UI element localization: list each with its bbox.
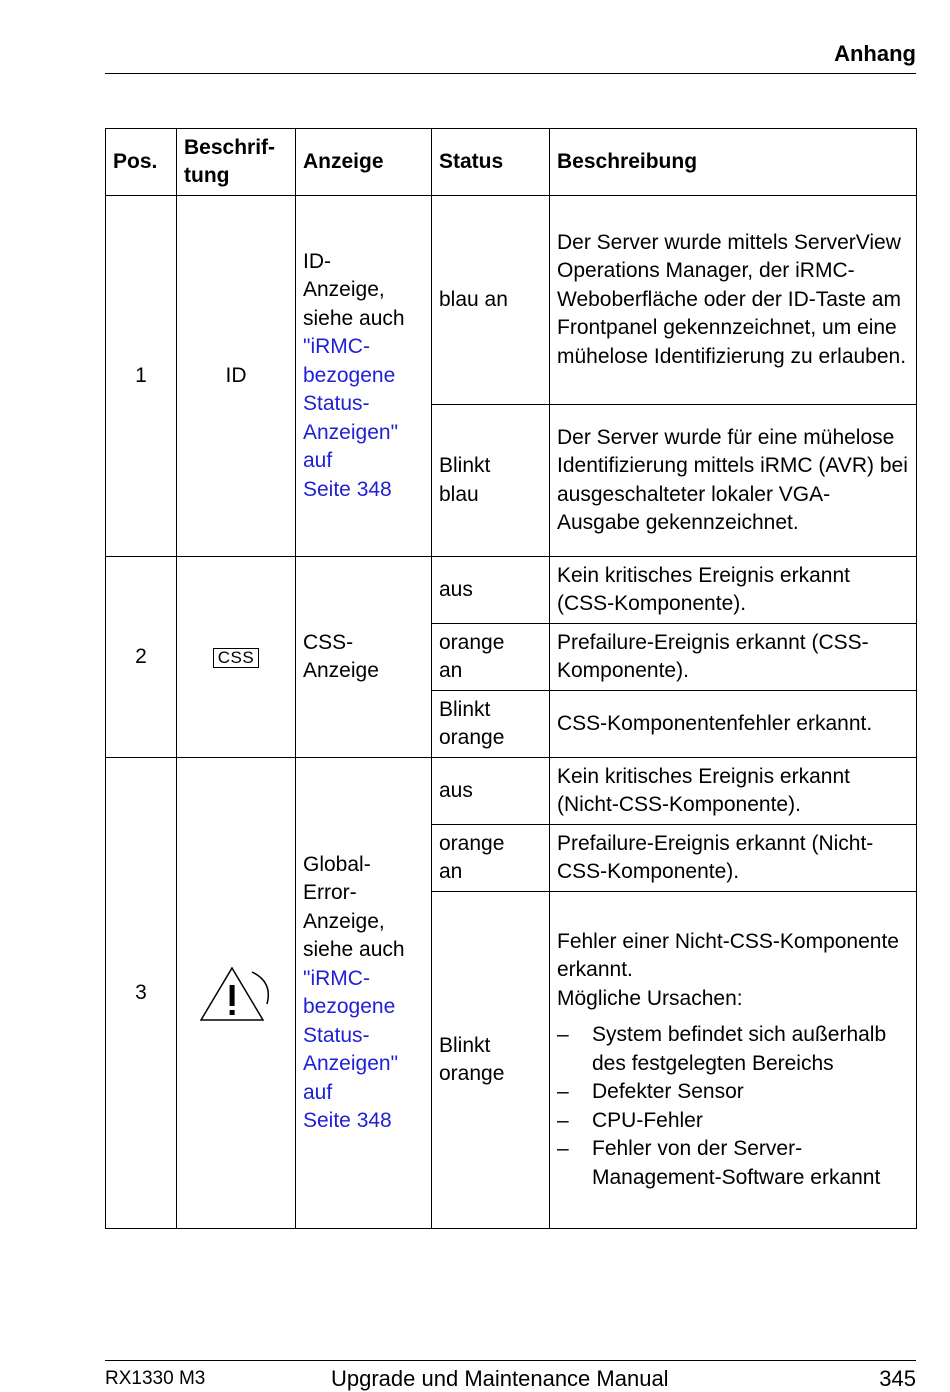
footer-model: RX1330 M3 xyxy=(105,1368,206,1389)
description-text: Fehler einer Nicht-CSS-Komponente erkannt. Mögliche Ursachen: xyxy=(557,929,899,1010)
row-status: aus xyxy=(432,758,550,825)
irmc-status-link[interactable]: "iRMC- bezogene Status- Anzeigen" auf Seite 348 xyxy=(303,335,399,501)
display-text: ID- Anzeige, siehe auch xyxy=(303,249,405,330)
row-status: orange an xyxy=(432,624,550,691)
table-header-row xyxy=(106,129,917,196)
header-status: Status xyxy=(432,129,550,196)
row-status: Blinkt orange xyxy=(432,892,550,1229)
row-description xyxy=(550,892,917,1229)
header-display: Anzeige xyxy=(296,129,432,196)
row-status: Blinkt orange xyxy=(432,691,550,758)
table-row xyxy=(106,758,917,825)
list-item: – Defekter Sensor xyxy=(557,1078,909,1107)
row-description: Kein kritisches Ereignis erkannt (CSS-Komponente). xyxy=(550,557,917,624)
row-label xyxy=(177,758,296,1229)
row-description: Kein kritisches Ereignis erkannt (Nicht-CSS-Komponente). xyxy=(550,758,917,825)
row-status: orange an xyxy=(432,825,550,892)
row-description: CSS-Komponentenfehler erkannt. xyxy=(550,691,917,758)
row-pos: 3 xyxy=(106,758,177,1229)
row-pos: 1 xyxy=(106,196,177,557)
footer-divider xyxy=(105,1360,916,1361)
table-row xyxy=(106,196,917,405)
row-label xyxy=(177,557,296,758)
status-indicator-table xyxy=(105,128,917,1229)
list-item: – Fehler von der Server-Management-Software erkannt xyxy=(557,1135,909,1192)
header-pos: Pos. xyxy=(106,129,177,196)
page-number: 345 xyxy=(879,1366,916,1391)
row-description: Der Server wurde für eine mühelose Identifizierung mittels iRMC (AVR) bei ausgeschalteter lokaler VGA-Ausgabe gekennzeichnet. xyxy=(550,405,917,557)
row-display: CSS- Anzeige xyxy=(296,557,432,758)
header-label: Beschrif- tung xyxy=(177,129,296,196)
irmc-status-link[interactable]: "iRMC- bezogene Status- Anzeigen" auf Seite 348 xyxy=(303,966,399,1132)
row-status: Blinkt blau xyxy=(432,405,550,557)
header-divider xyxy=(105,73,916,74)
global-error-warning-icon xyxy=(199,964,273,1022)
table-row xyxy=(106,557,917,624)
header-description: Beschreibung xyxy=(550,129,917,196)
row-status: blau an xyxy=(432,196,550,405)
page-header-title: Anhang xyxy=(834,41,916,66)
list-item: – System befindet sich außerhalb des festgelegten Bereichs xyxy=(557,1021,909,1078)
possible-causes-list xyxy=(557,1021,909,1192)
row-description: Prefailure-Ereignis erkannt (CSS-Komponente). xyxy=(550,624,917,691)
row-display xyxy=(296,758,432,1229)
row-description: Der Server wurde mittels ServerView Operations Manager, der iRMC-Weboberfläche oder der ID-Taste am Frontpanel gekennzeichnet, um eine mühelose Identifizierung zu erlauben. xyxy=(550,196,917,405)
list-item: – CPU-Fehler xyxy=(557,1107,909,1136)
row-label: ID xyxy=(177,196,296,557)
css-icon: CSS xyxy=(213,648,259,668)
footer-manual-title: Upgrade und Maintenance Manual xyxy=(331,1366,669,1391)
display-text: Global- Error- Anzeige, siehe auch xyxy=(303,852,405,961)
row-status: aus xyxy=(432,557,550,624)
row-display xyxy=(296,196,432,557)
row-description: Prefailure-Ereignis erkannt (Nicht-CSS-Komponente). xyxy=(550,825,917,892)
row-pos: 2 xyxy=(106,557,177,758)
